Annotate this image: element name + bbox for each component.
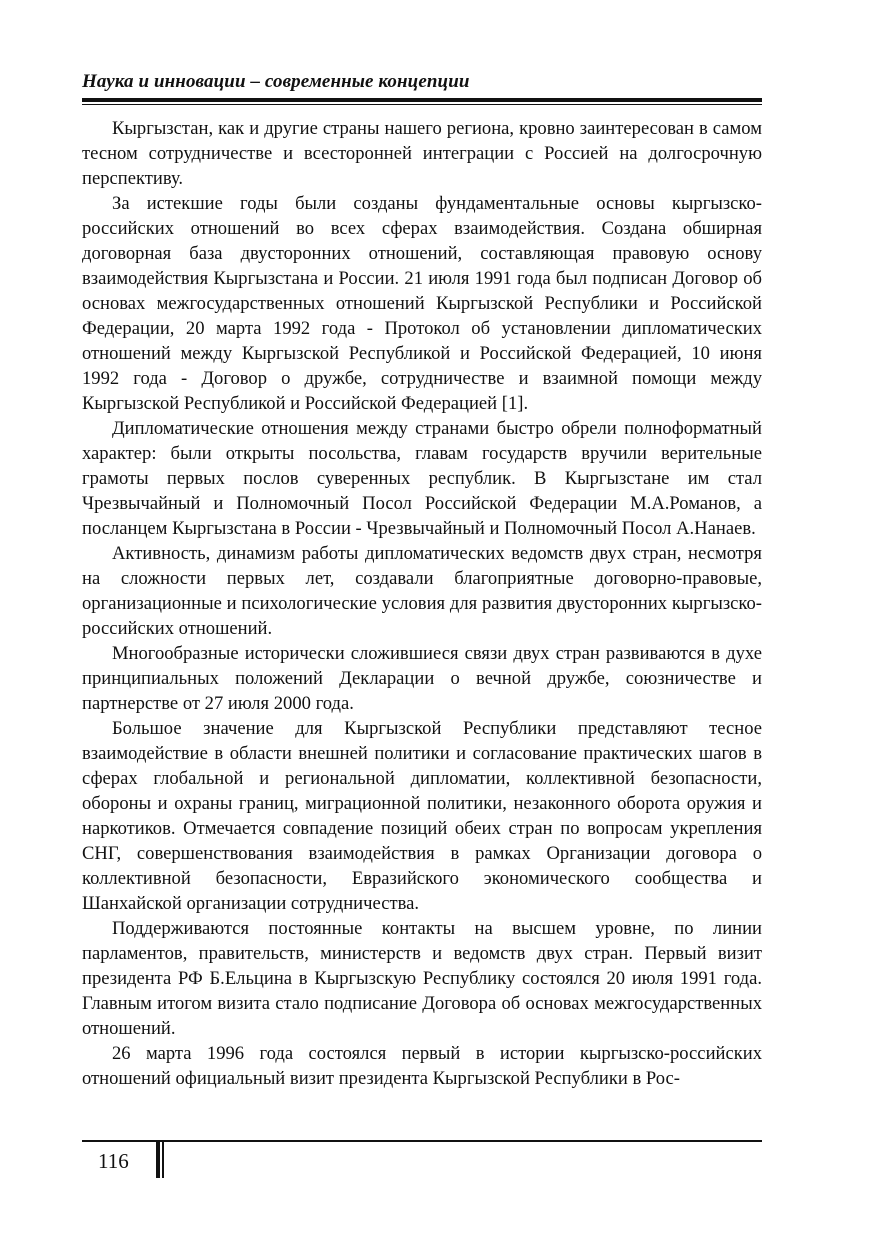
page-number: 116 — [98, 1149, 129, 1173]
document-page — [82, 0, 762, 1240]
paragraph-3: Дипломатические отношения между странами быстро обрели полноформатный характер: были открыты посольства, главам государств вручили верительные грамоты первых послов суверенных республик. В Кыргызстане им стал Чрезвычайный и Полномочный Посол Российской Федерации М.А.Романов, а посланцем Кыргызстана в России - Чрезвычайный и Полномочный Посол А.Нанаев. — [82, 418, 762, 539]
footer-bar-thin — [162, 1142, 164, 1178]
paragraph-8: 26 марта 1996 года состоялся первый в истории кыргызско-российских отношений официальный визит президента Кыргызской Республики в Рос- — [82, 1043, 762, 1089]
footer-rule — [82, 1140, 762, 1142]
paragraph-7: Поддерживаются постоянные контакты на высшем уровне, по линии парламентов, правительств, министерств и ведомств двух стран. Первый визит президента РФ Б.Ельцина в Кыргызскую Республику состоялся 20 июля 1991 года. Главным итогом визита стало подписание Договора об основах межгосударственных отношений. — [82, 918, 762, 1039]
paragraph-6: Большое значение для Кыргызской Республики представляют тесное взаимодействие в области внешней политики и согласование практических шагов в сферах глобальной и региональной дипломатии, коллективной безопасности, обороны и охраны границ, миграционной политики, незаконного оборота оружия и наркотиков. Отмечается совпадение позиций обеих стран по вопросам укрепления СНГ, совершенствования взаимодействия в рамках Организации договора о коллективной безопасности, Евразийского экономического сообщества и Шанхайской организации сотрудничества. — [82, 718, 762, 914]
body-text — [82, 116, 762, 1091]
header-rule-thick — [82, 98, 762, 102]
footer-bar-thick — [156, 1142, 160, 1178]
paragraph-2: За истекшие годы были созданы фундаментальные основы кыргызско-российских отношений во всех сферах взаимодействия. Создана обширная договорная база двусторонних отношений, составляющая правовую основу взаимодействия Кыргызстана и России. 21 июля 1991 года был подписан Договор об основах межгосударственных отношений Кыргызской Республики и Российской Федерации, 20 марта 1992 года - Протокол об установлении дипломатических отношений между Кыргызской Республикой и Российской Федерацией, 10 июня 1992 года - Договор о дружбе, сотрудничестве и взаимной помощи между Кыргызской Республикой и Российской Федерацией [1]. — [82, 193, 762, 414]
running-header-title: Наука и инновации – современные концепции — [82, 71, 470, 92]
paragraph-4: Активность, динамизм работы дипломатических ведомств двух стран, несмотря на сложности первых лет, создавали благоприятные договорно-правовые, организационные и психологические условия для развития двусторонних кыргызско-российских отношений. — [82, 543, 762, 639]
paragraph-5: Многообразные исторически сложившиеся связи двух стран развиваются в духе принципиальных положений Декларации о вечной дружбе, союзничестве и партнерстве от 27 июля 2000 года. — [82, 643, 762, 714]
header-rule-thin — [82, 104, 762, 105]
paragraph-1: Кыргызстан, как и другие страны нашего региона, кровно заинтересован в самом тесном сотрудничестве и всесторонней интеграции с Россией на долгосрочную перспективу. — [82, 118, 762, 189]
